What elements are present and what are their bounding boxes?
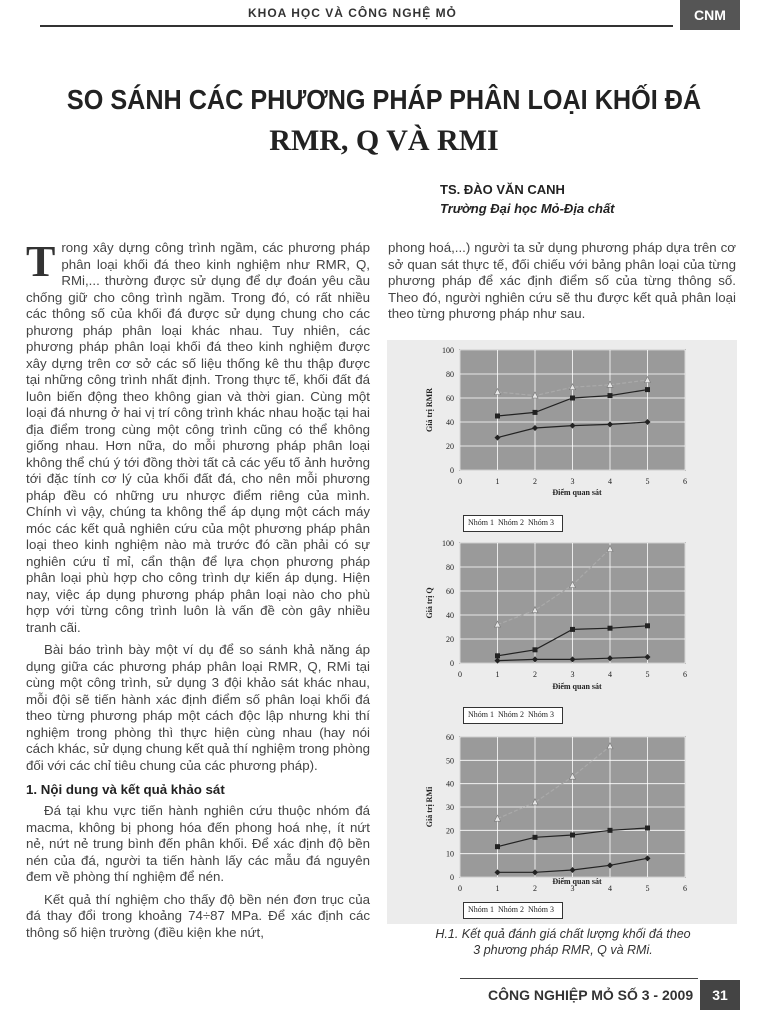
section-heading: 1. Nội dung và kết quả khảo sát xyxy=(26,782,225,797)
paragraph-continued: phong hoá,...) người ta sử dụng phương pháp dựa trên cơ sở quan sát thực tế, đối chiếu với bảng phân loại của từng phương pháp để xác định điểm số của từng thông số. Theo đó, người nghiên cứu sẽ thu được kết quả phân loại theo từng phương pháp như sau. xyxy=(388,240,736,321)
x-tick-label: 4 xyxy=(608,477,612,486)
y-tick-label: 60 xyxy=(446,587,454,596)
paragraph-test: Kết quả thí nghiệm cho thấy độ bền nén đơn trục của đá thay đổi trong khoảng 74÷87 MPa. Để xác định các thông số hiện trường (điều kiện khe nứt, xyxy=(26,891,370,940)
caption-line2: 3 phương pháp RMR, Q và RMi. xyxy=(473,943,653,957)
y-tick-label: 20 xyxy=(446,442,454,451)
x-tick-label: 1 xyxy=(495,477,500,486)
x-tick-label: 6 xyxy=(683,477,687,486)
legend-series3: Nhóm 3 xyxy=(528,905,554,914)
legend-series2: Nhóm 2 xyxy=(498,710,524,719)
series-point xyxy=(533,410,538,415)
article-title-line1: SO SÁNH CÁC PHƯƠNG PHÁP PHÂN LOẠI KHỐI ĐÁ xyxy=(66,84,702,115)
figure-caption xyxy=(388,926,738,958)
author-name: TS. ĐÀO VĂN CANH xyxy=(440,182,565,197)
x-tick-label: 2 xyxy=(533,670,537,679)
y-axis-label: Giá trị Q xyxy=(425,587,434,619)
series-point xyxy=(645,387,650,392)
legend-series3: Nhóm 3 xyxy=(528,518,554,527)
series-point xyxy=(645,826,650,831)
series-point xyxy=(570,833,575,838)
left-column xyxy=(26,237,370,947)
x-axis-label: Điểm quan sát xyxy=(552,488,602,497)
x-axis-label: Điểm quan sát xyxy=(552,877,602,886)
x-tick-label: 5 xyxy=(645,670,650,679)
series-point xyxy=(608,828,613,833)
journal-badge: CNM xyxy=(680,0,740,30)
x-tick-label: 3 xyxy=(570,884,575,893)
right-column-text xyxy=(388,240,736,329)
article-title-line2: RMR, Q VÀ RMI xyxy=(269,124,499,157)
series-point xyxy=(495,414,500,419)
y-axis-label: Giá trị RMR xyxy=(425,388,434,432)
dropcap-letter: T xyxy=(26,237,56,286)
header-rule xyxy=(40,25,673,27)
page-number: 31 xyxy=(700,980,740,1010)
y-tick-label: 40 xyxy=(446,779,454,789)
y-tick-label: 40 xyxy=(446,418,454,427)
legend-series1: Nhóm 1 xyxy=(468,518,494,527)
y-tick-label: 60 xyxy=(446,733,454,742)
series-point xyxy=(645,623,650,628)
x-tick-label: 3 xyxy=(570,477,575,486)
author-affiliation: Trường Đại học Mỏ-Địa chất xyxy=(440,201,615,216)
series-point xyxy=(570,627,575,632)
x-tick-label: 6 xyxy=(683,884,687,893)
y-tick-label: 80 xyxy=(446,563,454,572)
x-tick-label: 0 xyxy=(458,477,462,486)
series-point xyxy=(495,653,500,658)
x-tick-label: 5 xyxy=(645,477,650,486)
y-tick-label: 20 xyxy=(446,635,454,644)
x-tick-label: 4 xyxy=(608,884,612,893)
y-tick-label: 50 xyxy=(446,756,454,766)
series-point xyxy=(570,396,575,401)
figure-panel xyxy=(387,340,737,924)
series-point xyxy=(533,647,538,652)
legend-series3: Nhóm 3 xyxy=(528,710,554,719)
y-tick-label: 0 xyxy=(450,659,454,668)
x-tick-label: 6 xyxy=(683,670,687,679)
y-tick-label: 0 xyxy=(450,466,454,475)
y-tick-label: 0 xyxy=(450,873,454,882)
y-tick-label: 80 xyxy=(446,370,454,379)
series-point xyxy=(533,835,538,840)
x-tick-label: 2 xyxy=(533,477,537,486)
x-tick-label: 1 xyxy=(495,884,500,893)
x-tick-label: 2 xyxy=(533,884,537,893)
chart3-legend xyxy=(463,902,563,919)
legend-series1: Nhóm 1 xyxy=(468,905,494,914)
y-tick-label: 100 xyxy=(442,346,454,355)
journal-section-header: KHOA HỌC VÀ CÔNG NGHỆ MỎ xyxy=(248,6,457,20)
x-tick-label: 3 xyxy=(570,670,575,679)
x-tick-label: 0 xyxy=(458,884,462,893)
paragraph-intro xyxy=(26,237,370,636)
footer-rule xyxy=(460,978,698,979)
paragraph-method: Bài báo trình bày một ví dụ để so sánh khả năng áp dụng giữa các phương pháp phân loại RMR, Q, RMi tại cùng một công trình, sử dụng 3 đội khảo sát khác nhau, mỗi đội sẽ tiến hành xác định điểm số phân loại khối đá theo từng phương pháp một cách độc lập nhưng khi thí nghiệm trong phòng thì thực hiện cùng nhau (hay nói cách khác, sử dụng chung kết quả thí nghiệm trong phòng đối với các chỉ tiêu chung của các phương pháp). xyxy=(26,642,370,773)
y-tick-label: 10 xyxy=(446,849,454,859)
legend-series2: Nhóm 2 xyxy=(498,905,524,914)
x-tick-label: 5 xyxy=(645,884,650,893)
series-point xyxy=(608,626,613,631)
chart2-legend xyxy=(463,707,563,724)
paragraph-intro-text: rong xây dựng công trình ngầm, các phương pháp phân loại khối đá theo kinh nghiệm như RMR, Q, RMi,... thường được sử dụng để dự đoán yêu cầu chống giữ cho công trình ngầm. Trong đó, có rất nhiều các thông số của khối đá được sử dụng chung cho các phương pháp phân loại khác nhau. Tuy nhiên, các phương pháp phân loại khối đá theo kinh nghiệm được xây dựng trên cơ sở các số liệu thống kê thu thập được tại những công trình nhất định. Trong thực tế, khối đất đá luôn biến động theo không gian và thời gian. Cùng một loại đá nhưng ở hai vị trí công trình khác nhau hoặc tại hai địa điểm trong cùng một công trình cũng có thể không giống nhau. Hơn nữa, do mỗi phương pháp phân loại không thể chú ý tới đồng thời tất cả các yếu tố ảnh hưởng tới đặc tính cơ lý của khối đất đá, cho nên mỗi phương pháp đều có những ưu nhược điểm riêng của mình. Chính vì vậy, chúng ta không thể áp dụng một cách máy móc các kết quả nghiên cứu của một phương pháp phân loại theo kinh nghiệm nào mà trước đó cần phải có sự nghiên cứu tỉ mỉ, cẩn thận để lựa chọn phương pháp phân loại phù hợp cho công trình dự kiến áp dụng. Hiện nay, việc áp dụng phương pháp phân loại nào cho phù hợp với từng công trình luôn là vấn đề còn gây nhiều tranh cãi. xyxy=(26,240,370,635)
paragraph-rock: Đá tại khu vực tiến hành nghiên cứu thuộc nhóm đá macma, không bị phong hóa đến phong hoá nhẹ, ít nứt nẻ, nứt nẻ trung bình đến phân khối. Để xác định độ bền nén của đá, người ta tiến hành lấy các mẫu đá nguyên đem về phòng thí nghiệm để nén. xyxy=(26,803,370,884)
y-axis-label: Giá trị RMi xyxy=(425,786,434,828)
y-tick-label: 100 xyxy=(442,539,454,548)
series-point xyxy=(608,393,613,398)
figure-charts xyxy=(387,340,737,924)
y-tick-label: 40 xyxy=(446,611,454,620)
chart1-legend xyxy=(463,515,563,532)
x-tick-label: 4 xyxy=(608,670,612,679)
y-tick-label: 20 xyxy=(446,826,454,836)
series-point xyxy=(495,844,500,849)
legend-series1: Nhóm 1 xyxy=(468,710,494,719)
legend-series2: Nhóm 2 xyxy=(498,518,524,527)
x-axis-label: Điểm quan sát xyxy=(552,682,602,691)
y-tick-label: 30 xyxy=(446,803,454,812)
x-tick-label: 1 xyxy=(495,670,500,679)
y-tick-label: 60 xyxy=(446,394,454,403)
caption-line1: H.1. Kết quả đánh giá chất lượng khối đá theo xyxy=(435,927,691,941)
x-tick-label: 0 xyxy=(458,670,462,679)
footer-journal: CÔNG NGHIỆP MỎ SỐ 3 - 2009 xyxy=(488,987,694,1003)
